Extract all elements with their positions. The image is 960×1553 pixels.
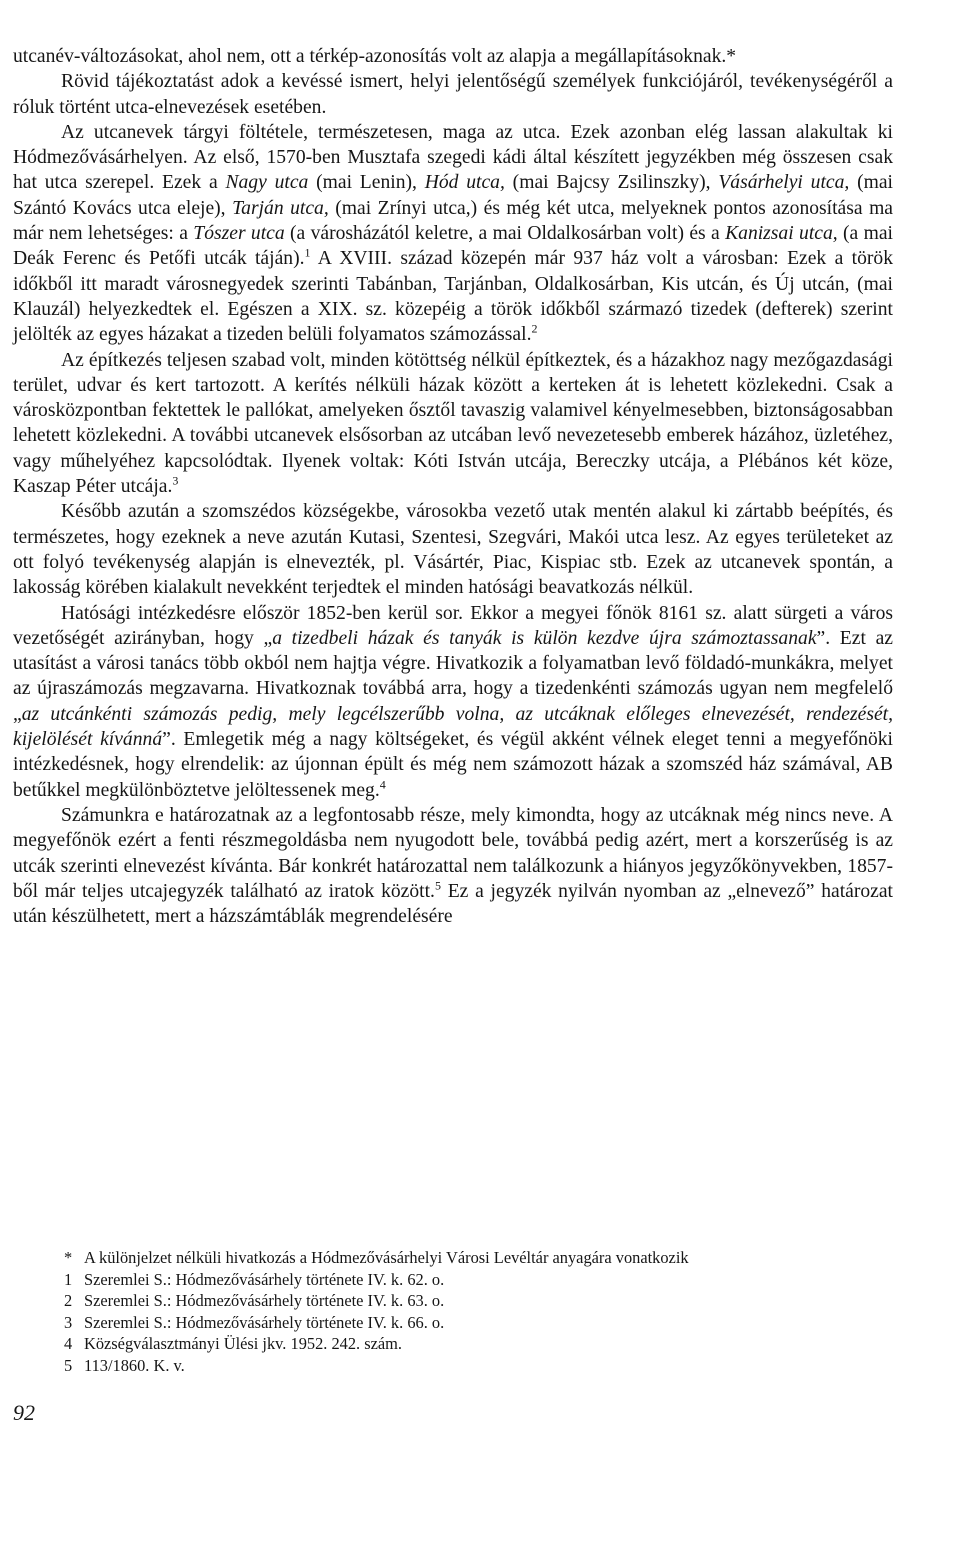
italic-street-name: Vásárhelyi utca, <box>718 172 850 194</box>
text-run: (mai Lenin), <box>308 172 425 194</box>
paragraph-2 <box>13 69 893 120</box>
footnote-ref: 5 <box>434 878 441 893</box>
text-run: Rövid tájékoztatást adok a kevéssé ismert, helyi jelentőségű személyek funkciójáról, tevékenységéről a róluk történt utca-elnevezések esetében. <box>13 71 893 118</box>
footnote-mark: * <box>64 1248 73 1267</box>
text-run: (a mai Deák Ferenc és Petőfi utcák táján). <box>13 223 893 270</box>
text-run: (mai Bajcsy Zsilinszky), <box>504 172 719 194</box>
paragraph-7 <box>13 803 893 929</box>
text-run: Hatósági intézkedésre először 1852-ben kerül sor. Ekkor a megyei főnök 8161 sz. alatt sürgeti a város vezetőségét azirányban, hogy „ <box>13 602 893 649</box>
footnote-ref: 3 <box>172 473 179 488</box>
footnote-ref: 1 <box>304 245 311 260</box>
footnote-text: Községválasztmányi Ülési jkv. 1952. 242. szám. <box>84 1334 403 1354</box>
text-run: (mai Szántó Kovács utca eleje), <box>13 172 894 219</box>
text-run: Az utcanevek tárgyi föltétele, természetesen, maga az utca. Ezek azonban elég lassan alakultak ki Hódmezővásárhelyen. Az első, 1570-ben Musztafa szegedi kádi által készített jegyzékben még összesen csak hat utca szerepel. Ezek a <box>13 121 893 194</box>
paragraph-1 <box>13 44 893 69</box>
text-run: Számunkra e határozatnak az a legfontosabb része, mely kimondta, hogy az utcáknak még nincs neve. A megyefőnök ezért a fenti részmegoldásba nem nyugodott bele, továbbá pedig azért, mert a korszerűség is az utcák szerinti elnevezést kívánta. Bár konkrét határozattal nem találkozunk a hiányos jegyzőkönyvekben, 1857-ből már teljes utcajegyzék található az iratok között. <box>13 804 893 902</box>
paragraph-6 <box>13 601 893 803</box>
italic-street-name: Tószer utca <box>193 223 285 245</box>
footnote <box>64 1290 894 1312</box>
footnote <box>64 1269 894 1291</box>
footnote-text: Szeremlei S.: Hódmezővásárhely története IV. k. 63. o. <box>84 1291 445 1311</box>
italic-street-name: a tizedbeli házak és tanyák is külön kezdve újra számoztassanak <box>272 627 817 649</box>
footnote-ref: 4 <box>379 777 386 792</box>
text-run: A XVIII. század közepén már 937 ház volt a városban: Ezek a török időkből itt maradt városnegyedek szerinti Tabánban, Tarjánban, Oldalkosárban, Kis utcán, és Új utcán, (mai Klauzál) helyezkedtek el. Egészen a XIX. sz. közepéig a török időkből származó tizedek (defterek) szerint jelölték az egyes házakat a tizeden belüli folyamatos számozással. <box>13 248 893 346</box>
text-run: Ez a jegyzék nyilván nyomban az „elnevező” határozat után készülhetett, mert a házszámtáblák megrendelésére <box>13 880 894 928</box>
footnote <box>64 1333 894 1355</box>
text-run: Később azután a szomszédos községekbe, városokba vezető utak mentén alakul ki zártabb beépítés, és természetes, hogy ezeknek a neve azután Kutasi, Szentesi, Szegvári, Makói utca lesz. Az egyes területeket az ott folyó tevékenység alapján is elnevezték, pl. Vásártér, Piac, Kispiac stb. Ezek az utcanevek spontán, a lakosság körében kialakult nevekként terjedtek el minden hatósági beavatkozás nélkül. <box>13 501 893 599</box>
paragraph-5 <box>13 499 893 600</box>
paragraph-4 <box>13 348 893 500</box>
footnote-text: A különjelzet nélküli hivatkozás a Hódmezővásárhelyi Városi Levéltár anyagára vonatkozik <box>84 1248 689 1267</box>
text-run: Az építkezés teljesen szabad volt, minden kötöttség nélkül építkeztek, és a házakhoz nagy mezőgazdasági terület, udvar és kert tartozott. A kerítés nélküli házak között a kerteken át is lehetett közlekedni. Csak a városközpontban fektettek le pallókat, amelyeken ősztől tavaszig valamivel kényelmesebben, biztonságosabban lehetett közlekedni. A további utcanevek elsősorban az utcában levő nevezetesebb emberek házához, üzletéhez, vagy műhelyéhez kapcsolódtak. Ilyenek voltak: Kóti István utcája, Bereczky utcája, a Plébános két köze, Kaszap Péter utcája. <box>13 349 893 498</box>
footnote <box>64 1247 894 1269</box>
paragraph-3 <box>13 120 893 348</box>
text-run: utcanév-változásokat, ahol nem, ott a térkép-azonosítás volt az alapja a megállapításoknak.* <box>13 46 737 67</box>
footnote-text: Szeremlei S.: Hódmezővásárhely története IV. k. 66. o. <box>84 1312 445 1332</box>
italic-street-name: Hód utca, <box>424 172 505 194</box>
footnote-text: Szeremlei S.: Hódmezővásárhely története IV. k. 62. o. <box>84 1269 445 1289</box>
italic-street-name: az utcánkénti számozás pedig, mely legcélszerűbb volna, az utcáknak előleges elnevezését, rendezését, kijelölését kívánná <box>13 703 893 751</box>
footnote-mark: 1 <box>64 1269 73 1289</box>
footnote-mark: 4 <box>64 1334 73 1354</box>
text-run: (a városházától keletre, a mai Oldalkosárban volt) és a <box>284 223 726 245</box>
footnote-mark: 3 <box>64 1312 73 1332</box>
page-number: 92 <box>13 1400 35 1425</box>
italic-street-name: Nagy utca <box>225 172 309 194</box>
body-text <box>13 44 893 929</box>
footnote <box>64 1355 894 1377</box>
footnote-text: 113/1860. K. v. <box>84 1355 185 1375</box>
footnote <box>64 1312 894 1334</box>
text-run: ”. Ezt az utasítást a városi tanács több okból nem hajtja végre. Hivatkozik a folyamatban levő földadó-munkákra, melyet az újraszámozás megzavarna. Hivatkoznak továbbá arra, hogy a tizedenkénti számozás ugyan nem megfelelő „ <box>13 627 893 725</box>
italic-street-name: Tarján utca, <box>232 197 329 219</box>
footnotes <box>64 1247 894 1377</box>
footnote-mark: 2 <box>64 1291 73 1311</box>
footnote-ref: 2 <box>531 321 538 336</box>
footnote-mark: 5 <box>64 1355 73 1375</box>
italic-street-name: Kanizsai utca, <box>725 223 838 245</box>
text-run: ”. Emlegetik még a nagy költségeket, és végül akként vélnek eleget tenni a megyefőnöki intézkedésnek, hogy elrendelik: az újonnan épült és még nem számozott házak a szomszéd ház számával, AB betűkkel megkülönböztetve jelöltessenek meg. <box>13 729 893 801</box>
text-run: (mai Zrínyi utca,) és még két utca, melyeknek pontos azonosítása ma már nem lehetséges: a <box>13 197 894 245</box>
